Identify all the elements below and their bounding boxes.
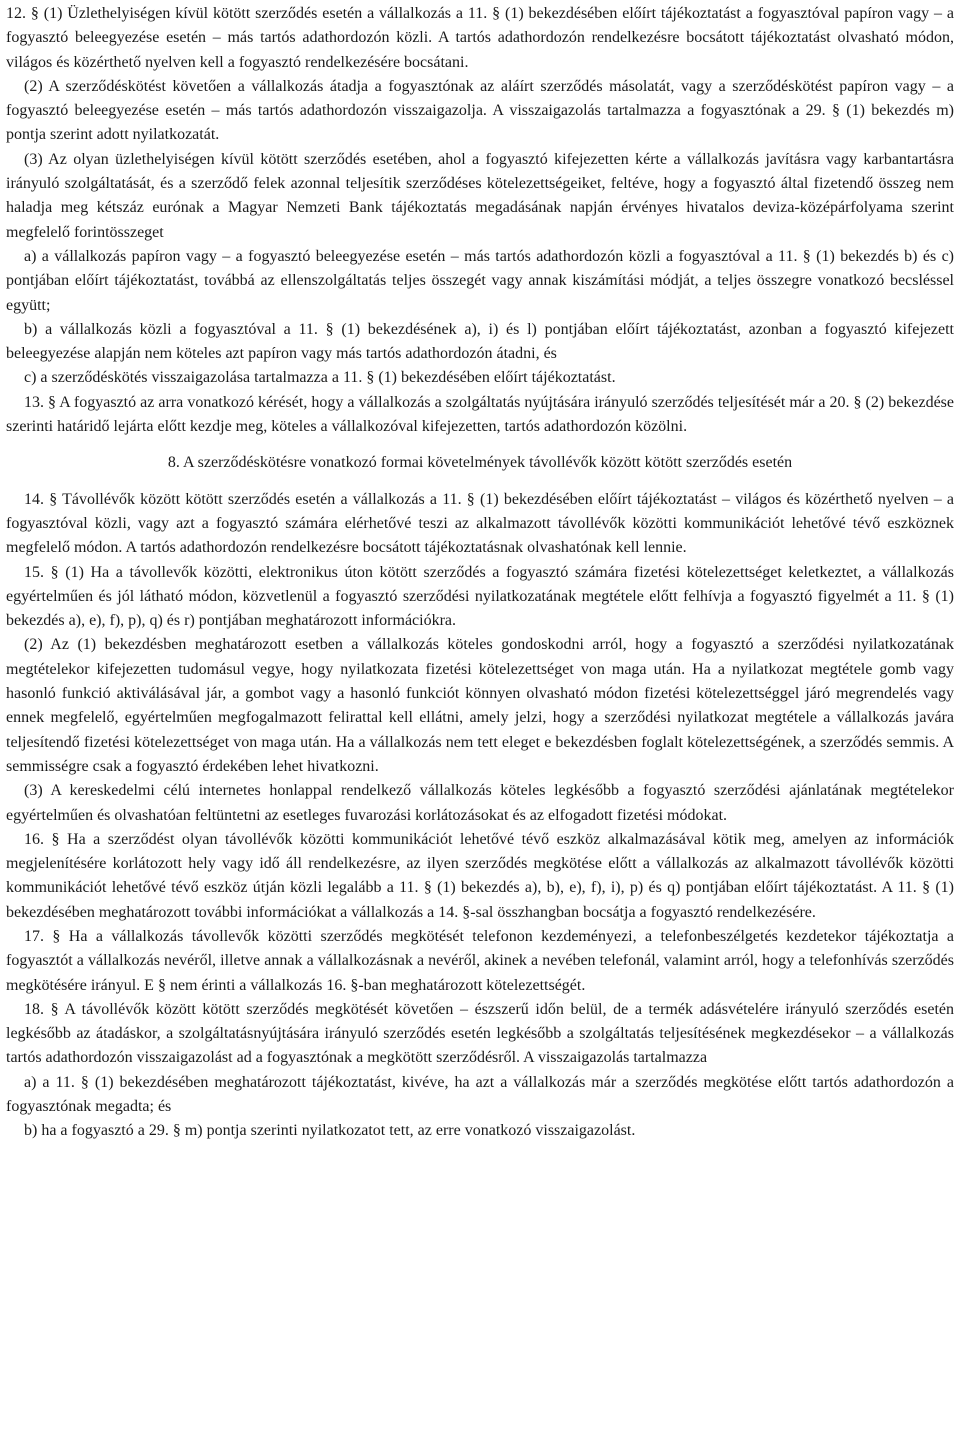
paragraph-16: 16. § Ha a szerződést olyan távollévők közötti kommunikációt lehetővé tévő eszköz alkalmazásával kötik meg, amelyen az információk megjelenítésére korlátozott hely vagy idő áll rendelkezésre, az ilyen szerződés megkötése előtt a vállalkozás az alkalmazott távollévők közötti kommunikációt lehetővé tévő eszköz útján közli legalább a 11. § (1) bekezdés a), b), e), f), i), p) és q) pontjában előírt tájékoztatást. A 11. § (1) bekezdésében meghatározott további információkat a vállalkozás a 14. §-sal összhangban bocsátja a fogyasztó rendelkezésére. [6, 830, 954, 921]
paragraph-17: 17. § Ha a vállalkozás távollevők közötti szerződés megkötését telefonon kezdeményezi, a telefonbeszélgetés kezdetekor tájékoztatja a fogyasztót a vállalkozás nevéről, illetve annak a vállalkozásnak a nevéről, akinek a nevében telefonál, valamint arról, hogy a telefonhívás szerződés megkötésére irányul. E § nem érinti a vállalkozás 16. §-ban meghatározott kötelezettségét. [6, 927, 954, 994]
list-item-12-3-b: b) a vállalkozás közli a fogyasztóval a 11. § (1) bekezdésének a), i) és l) pontjában előírt tájékoztatást, azonban a fogyasztó kifejezett beleegyezése alapján nem köteles azt papíron vagy más tartós adathordozón átadni, és [6, 320, 954, 363]
section-heading: 8. A szerződéskötésre vonatkozó formai követelmények távollévők között kötött szerződés esetén [167, 454, 793, 472]
paragraph-12-1: 12. § (1) Üzlethelyiségen kívül kötött szerződés esetén a vállalkozás a 11. § (1) bekezdésében előírt tájékoztatást a fogyasztóval papíron vagy – a fogyasztó beleegyezése esetén – más tartós adathordozón közli. A tartós adathordozón rendelkezésre bocsátott tájékoztatást olvasható módon, világos és közérthető nyelven kell a fogyasztó rendelkezésére bocsátani. [6, 5, 954, 71]
paragraph-18: 18. § A távollévők között kötött szerződés megkötését követően – észszerű időn belül, de a termék adásvételére irányuló szerződés esetén legkésőbb az átadáskor, a szolgáltatásnyújtására irányuló szerződés esetén legkésőbb a szolgáltatás teljesítésének megkezdésekor – a vállalkozás tartós adathordozón visszaigazolást ad a fogyasztónak a megkötött szerződésről. A visszaigazolás tartalmazza [6, 1000, 954, 1067]
paragraph-15-1: 15. § (1) Ha a távollevők közötti, elektronikus úton kötött szerződés a fogyasztó számára fizetési kötelezettséget keletkeztet, a vállalkozás egyértelműen és jól látható módon, közvetlenül a fogyasztó szerződési nyilatkozatának megtétele előtt felhívja a fogyasztó figyelmét a 11. § (1) bekezdés a), e), f), p), q) és r) pontjában meghatározott információkra. [6, 563, 954, 630]
list-item-12-3-c: c) a szerződéskötés visszaigazolása tartalmazza a 11. § (1) bekezdésében előírt tájékoztatást. [24, 369, 616, 387]
list-item-12-3-a: a) a vállalkozás papíron vagy – a fogyasztó beleegyezése esetén – más tartós adathordozón közli a fogyasztóval a 11. § (1) bekezdés b) és c) pontjában előírt tájékoztatást, továbbá az ellenszolgáltatás teljes összegét vagy annak kiszámítási módját, a teljes összegre vonatkozó becsléssel együtt; [6, 247, 954, 314]
paragraph-15-3: (3) A kereskedelmi célú internetes honlappal rendelkező vállalkozás köteles legkésőbb a fogyasztó szerződési ajánlatának megtételekor egyértelműen és olvashatóan feltüntetni az esetleges fuvarozási korlátozásokat és az elfogadott fizetési módokat. [6, 782, 954, 824]
paragraph-12-3: (3) Az olyan üzlethelyiségen kívül kötött szerződés esetében, ahol a fogyasztó kifejezetten kérte a vállalkozás javításra vagy karbantartásra irányuló szolgáltatását, és a szerződő felek azonnal teljesítik szerződéses kötelezettségeiket, feltéve, hogy a fogyasztó által fizetendő összeg nem haladja meg kétszáz eurónak a Magyar Nemzeti Bank tájékoztatás megadásának napján érvényes hivatalos deviza-középárfolyama szerint megfelelő forintösszeget [6, 150, 954, 241]
paragraph-14: 14. § Távollévők között kötött szerződés esetén a vállalkozás a 11. § (1) bekezdésében előírt tájékoztatást – világos és közérthető nyelven – a fogyasztóval közli, vagy azt a fogyasztó számára elérhetővé teszi az alkalmazott távollévők közötti kommunikációt lehetővé tévő eszköznek megfelelő módon. A tartós adathordozón rendelkezésre bocsátott tájékoztatásnak olvashatónak kell lennie. [6, 490, 954, 557]
paragraph-12-2: (2) A szerződéskötést követően a vállalkozás átadja a fogyasztónak az aláírt szerződés másolatát, vagy a szerződéskötést papíron vagy – a fogyasztó beleegyezése esetén – más tartós adathordozón visszaigazolja. A visszaigazolás tartalmazza a fogyasztónak a 29. § (1) bekezdés m) pontja szerint adott nyilatkozatát. [6, 77, 954, 144]
paragraph-15-2: (2) Az (1) bekezdésben meghatározott esetben a vállalkozás köteles gondoskodni arról, hogy a fogyasztó a szerződési nyilatkozatának megtételekor kifejezetten tudomásul vegye, hogy nyilatkozata fizetési kötelezettséget von maga után. Ha a nyilatkozat megtétele gomb vagy hasonló funkció aktiválásával jár, a gombot vagy a hasonló funkciót könnyen olvasható módon fizetési kötelezettséggel járó megrendelés vagy ennek megfelelő, egyértelműen megfogalmazott felirattal kell ellátni, amely jelzi, hogy a szerződési nyilatkozat megtétele a vállalkozás javára teljesítendő fizetési kötelezettséget von maga után. Ha a vállalkozás nem tett eleget e bekezdésben foglalt kötelezettségének, a szerződés semmis. A semmisségre csak a fogyasztó érdekében lehet hivatkozni. [6, 636, 954, 775]
list-item-18-a: a) a 11. § (1) bekezdésében meghatározott tájékoztatást, kivéve, ha azt a vállalkozás már a szerződés megkötése előtt tartós adathordozón a fogyasztónak megadta; és [6, 1073, 954, 1116]
list-item-18-b: b) ha a fogyasztó a 29. § m) pontja szerinti nyilatkozatot tett, az erre vonatkozó visszaigazolást. [24, 1122, 636, 1140]
paragraph-13: 13. § A fogyasztó az arra vonatkozó kérését, hogy a vállalkozás a szolgáltatás nyújtására irányuló szerződés teljesítését már a 20. § (2) bekezdése szerinti határidő lejárta előtt kezdje meg, köteles a vállalkozóval kifejezetten, tartós adathordozón közölni. [6, 393, 954, 436]
